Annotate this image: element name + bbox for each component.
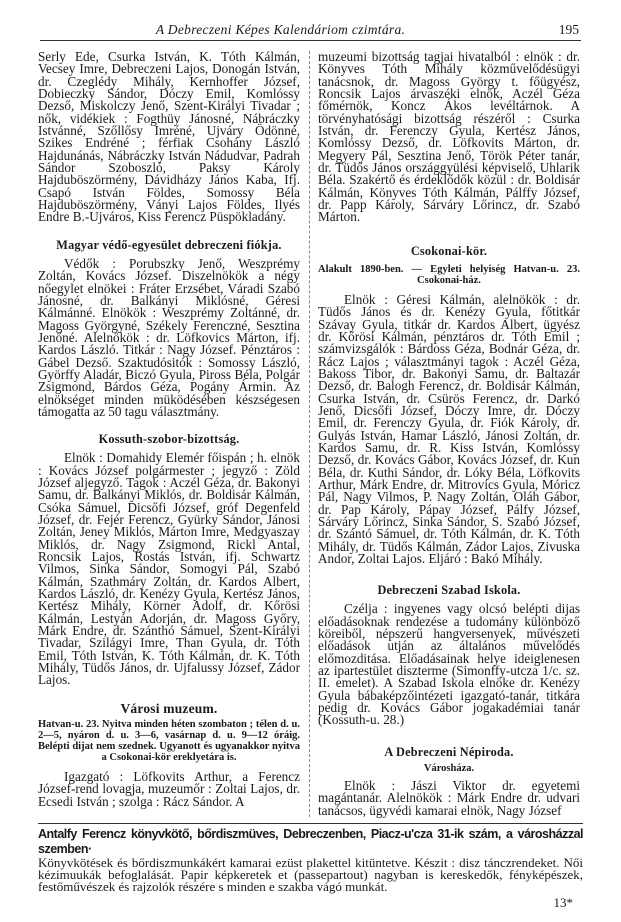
section-subtitle-muzeum: Hatvan-u. 23. Nyitva minden héten szombaton ; télen d. u. 2—5, nyáron d. u. 3—6, vasárnap d. u. 9—12 óráig. Belépti dijat nem szednek. Ugyanott és ugyanakkor nyitva a Csokonai-kör ereklyetára is. (38, 718, 300, 763)
signature-mark: 13* (553, 894, 573, 910)
section-heading-kossuth: Kossuth-szobor-bizottság. (98, 432, 240, 447)
page-number: 195 (558, 22, 579, 37)
continued-paragraph: Serly Ede, Csurka István, K. Tóth Kálmán, Vecsey Imre, Debreczeni Lajos, Donogán István, dr. Czeglédy Mihály, Kernhoffer József, Dobieczky Sándor, Dóczy Emil, Komlóssy Dezső, Miskolczy Jenő, Szent-Királyi Tivadar ; nők, vidékiek : Fogthüy Jánosné, Nábráczky Istvánné, Szőllősy Imréné, Ujváry Ödönné, Szikes Endréné ; férfiak Csohány László Hajdunánás, Nábráczky István Nádudvar, Padrah Sándor Szoboszló, Paksy Károly Hajduböszörmény, Dávidházy János Kaba, Ifj. Csapó István Földes, Somossy Béla Hajduböszörmény, Ványi Lajos Földes, Ilyés Endre B.-Ujváros, Kiss Ferencz Püspökladány. (38, 49, 300, 225)
section-subtitle-csokonai: Alakult 1890-ben. — Egyleti helyiség Hatvan-u. 23. Csokonai-ház. (318, 263, 580, 286)
section-heading-nepiroda: A Debreczeni Népiroda. (384, 744, 514, 759)
section-text-vedo-egyesulet: Védők : Porubszky Jenő, Weszprémy Zoltán, Kovács József. Diszelnökök a négy nőegylet elnökei : Fráter Erzsébet, Váradi Szabó Jánosné, dr. Balkányi Miklósné, Géresi Kálmánné. Elnökök : Weszprémy Zoltánné, dr. Magoss Györgyné, Székely Ferenczné, Sesztina Jenőné. Alelnökök : dr. Löfkovics Márton, ifj. Kardos László. Titkár : Nagy József. Pénztáros : Gábel Dezső. Szaktudósitók : Somossy László, Györffy Aladár, Biczó Gyula, Piross Béla, Polgár Zsigmond, Bárdos Géza, Pogány Ármin. Az elnökséget minden müködésében készségesen támogatta az 50 tagu választmány. (38, 255, 300, 419)
right-column (318, 51, 580, 817)
section-text-szabad-iskola: Czélja : ingyenes vagy olcsó belépti dijas előadásoknak rendezése a tudomány különböző köreiből, népszerű hangversenyek, művészeti előadások utján az általános művelődés előmozditása. Előadásainak helye ideiglenesen az ipartestület diszterme (Simonffy-utcza 1/c. sz. II. emelet). A Szabad Iskola elnöke dr. Kenézy Gyula bábaképzőintézeti igazgató-tanár, titkára pedig dr. Kovács Gábor jogakadémiai tanár (Kossuth-u. 28.) (318, 601, 580, 728)
left-column (38, 51, 300, 808)
section-text-muzeum: Igazgató : Löfkovits Arthur, a Ferencz József-rend lovagja, muzeumőr : Zoltai Lajos, dr. Ecsedi István ; szolga : Rácz Sándor. A (38, 768, 300, 809)
section-heading-szabad-iskola: Debreczeni Szabad Iskola. (377, 583, 521, 598)
section-text-kossuth: Elnök : Domahidy Elemér főispán ; h. elnök : Kovács József polgármester ; jegyző : Zöld József aljegyző. Tagok : Aczél Géza, dr. Bakonyi Samu, dr. Balkányi Miklós, dr. Boldisár Kálmán, Csóka Sámuel, Dicsőfi József, gróf Degenfeld József, dr. Fejér Ferencz, Gyürky Sándor, Jánosi Zoltán, Jeney Miklós, Márton Imre, Medgyaszay Miklós, dr. Nagy Zsigmond, Rickl Antal, Roncsik Lajos, Rostás István, ifj. Schwartz Vilmos, Sinka Sándor, Somogyi Pál, Szabó Kálmán, Szathmáry Zoltán, dr. Kardos Albert, Kardos László, dr. Kenézy Gyula, Kertész János, Kertész Mihály, Körner Adolf, dr. Kőrösi Kálmán, Lestyán Adorján, dr. Magoss Győry, Márk Endre, dr. Szánthó Sámuel, Szent-Királyi Tivadar, Szilágyi Imre, Than Gyula, dr. Tóth Emil, Tóth István, K. Tóth Kálmán, dr. K. Tóth Mihály, Tüdős János, dr. Ujfalussy József, Zádor Lajos. (38, 450, 300, 688)
section-heading-csokonai: Csokonai-kör. (410, 243, 488, 258)
advertisement (38, 827, 583, 894)
columns (38, 51, 583, 817)
advertisement-text: Könyvkötések és bőrdiszmunkákért kamarai ezüst plakettel kitüntetve. Készit : disz tánczrendeket. Női kézimuukák befoglalását. Papir képkeretek et (passepartout) nagyban is kereskedők, fényképészek, festőművészek és rajzolók részére s minden e szakba vágó munkát. (38, 854, 583, 895)
section-text-nepiroda: Elnök : Jászi Viktor dr. egyetemi magántanár. Alelnökök : Márk Endre dr. udvari tanácsos, ügyvédi kamarai elnök, Nagy József (318, 777, 580, 818)
section-text-csokonai: Elnök : Géresi Kálmán, alelnökök : dr. Tüdős János és dr. Kenézy Gyula, főtitkár Szávay Gyula, titkár dr. Kardos Albert, ügyész dr. Kőrösi Kálmán, pénztáros dr. Tóth Emil ; számvizsgálók : Bárdoss Géza, Bodnár Géza, dr. Rácz Lajos ; választmányi tagok : Aczél Géza, Bakoss Tibor, dr. Bakonyi Samu, dr. Baltazár Dezső, dr. Balogh Ferencz, dr. Boldisár Kálmán, Csurka István, dr. Csürös Ferencz, dr. Darkó Jenő, Dicsőfi József, Dóczy Imre, dr. Dóczy Emil, dr. Ferenczy Gyula, dr. Fiók Károly, dr. Gulyás István, Hamar László, Jánosi Zoltán, dr. Kardos Samu, dr. R. Kiss István, Komlóssy Dezső, dr. Kovács Gábor, Kovács József, dr. Kun Béla, dr. Kuthi Sándor, dr. Lóky Béla, Löfkovits Arthur, Márk Endre, dr. Mitrovics Gyula, Móricz Pál, Nagy Vilmos, P. Nagy Zoltán, Oláh Gábor, dr. Pap Károly, Pápay József, Pálfy József, Sárváry Lőrincz, Sinka Sándor, S. Szabó József, dr. Szántó Sámuel, dr. Tóth Kálmán, dr. K. Tóth Mihály, dr. Tüdős Kálmán, Zádor Lajos, Zivuska Andor, Zoltai Lajos. Eljáró : Bakó Mihály. (318, 291, 580, 567)
section-heading-vedo-egyesulet: Magyar védő-egyesület debreczeni fiókja. (56, 237, 282, 252)
running-header (40, 22, 581, 41)
column-divider (309, 51, 310, 817)
footer-rule (38, 823, 583, 824)
continued-paragraph: muzeumi bizottság tagjai hivatalból : elnök : dr. Könyves Tóth Mihály közművelődésügyi tanácsnok, dr. Magoss György t. főügyész, Roncsik Lajos árvaszéki elnök, Aczél Géza főmérnök, Koncz Ákos levéltárnok. A törvényhatósági bizottság részéről : Csurka István, dr. Ferenczy Gyula, Kertész János, Komlóssy Dezső, dr. Löfkovits Márton, dr. Megyery Pál, Sesztina Jenő, Török Péter tanár, dr. Tüdős János országgyülési képviselő, Uhlarik Béla. Szakértő és érdeklődők közül : dr. Boldisár Kálmán, Könyves Tóth Kálmán, Pálffy József, dr. Papp Károly, Sárváry Lőrincz, dr. Szabó Márton. (318, 49, 580, 225)
section-subtitle-nepiroda: Városháza. (423, 762, 475, 774)
advertisement-headline: Antalfy Ferencz könyvkötő, bőrdiszmüves, Debreczenben, Piacz-u'cza 31-ik szám, a városházzal szemben· (38, 826, 583, 856)
section-heading-muzeum: Városi muzeum. (120, 700, 218, 716)
running-title: A Debreczeni Képes Kalendáriom czimtára. (155, 22, 406, 37)
